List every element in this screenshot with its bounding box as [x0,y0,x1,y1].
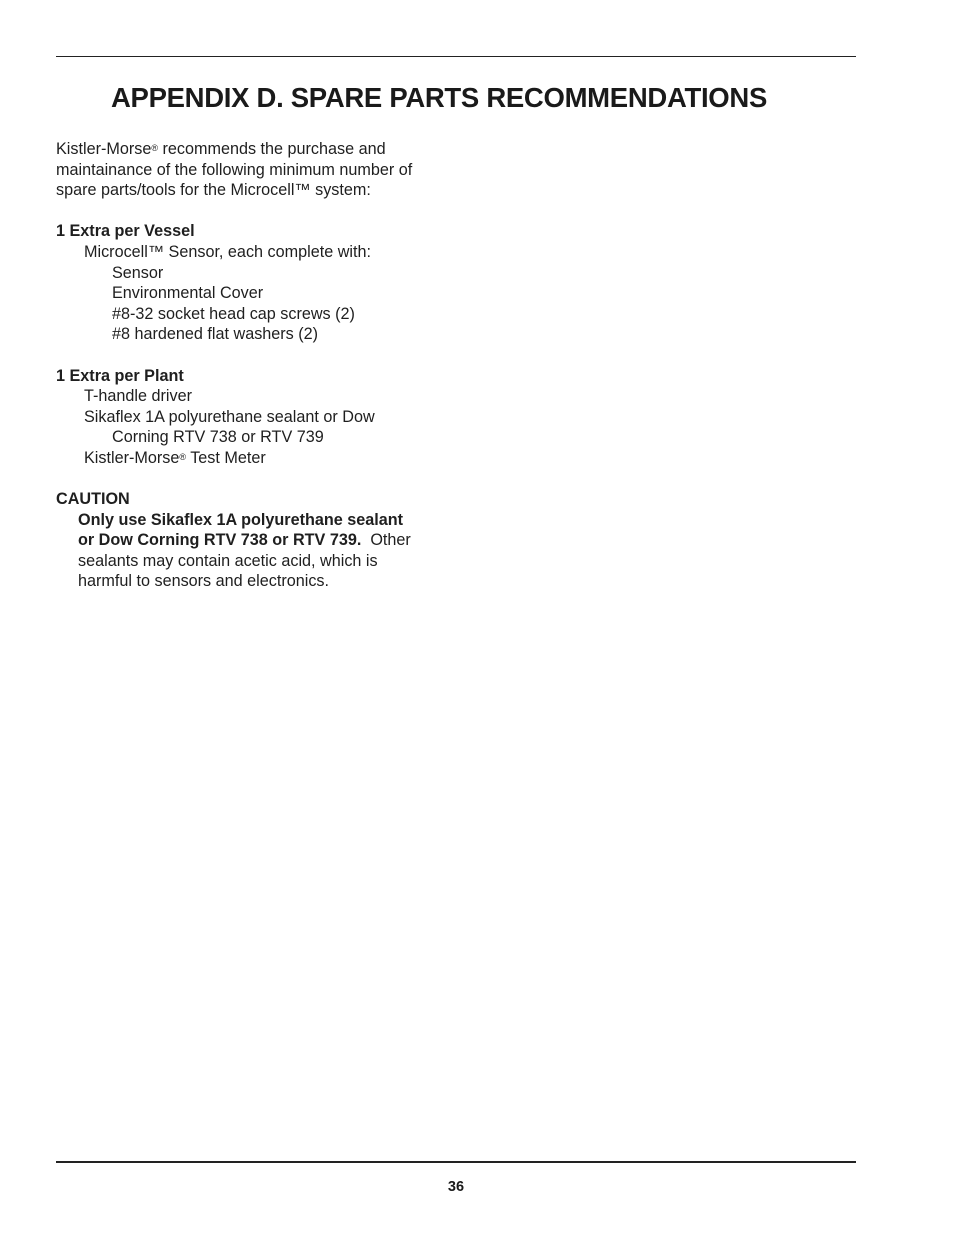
per-vessel-item: Microcell™ Sensor, each complete with: [84,242,371,261]
intro-line-1 [56,139,456,160]
per-vessel-subitem: #8-32 socket head cap screws (2) [112,304,355,323]
caution-bold-line-1: Only use Sikaflex 1A polyurethane sealant [78,510,404,529]
caution-line-2 [56,530,456,551]
per-plant-item-sealant-continued: Corning RTV 738 or RTV 739 [112,428,324,447]
intro-brand: Kistler-Morse [56,140,152,158]
per-plant-heading: 1 Extra per Plant [56,366,184,385]
caution-line-2-rest: Other [361,531,411,550]
top-rule [56,56,856,57]
page-number: 36 [447,1179,465,1195]
caution-line-4: harmful to sensors and electronics. [78,572,330,591]
intro-line-1-rest: recommends the purchase and [157,140,386,158]
intro-line-2: maintainance of the following minimum number of [56,160,413,179]
per-plant-item-test-meter [56,448,456,469]
caution-bold-line-2: or Dow Corning RTV 738 or RTV 739. [78,531,362,550]
per-plant-item-driver: T-handle driver [84,387,192,406]
bottom-rule [56,1161,856,1163]
registered-mark: ® [179,451,186,462]
per-vessel-heading: 1 Extra per Vessel [56,222,195,241]
registered-mark: ® [151,143,158,153]
per-plant-item-sealant: Sikaflex 1A polyurethane sealant or Dow [84,407,375,426]
caution-heading: CAUTION [56,490,130,509]
page-title: APPENDIX D. SPARE PARTS RECOMMENDATIONS [111,82,767,113]
document-body [56,139,456,592]
per-vessel-subitem: Environmental Cover [112,284,264,303]
test-meter-label: Test Meter [185,448,266,467]
per-vessel-subitem: Sensor [112,263,164,282]
per-vessel-subitem: #8 hardened flat washers (2) [112,325,319,344]
test-meter-brand: Kistler-Morse [84,448,180,467]
caution-line-3: sealants may contain acetic acid, which is [78,551,378,570]
intro-line-3: spare parts/tools for the Microcell™ system: [56,181,371,200]
